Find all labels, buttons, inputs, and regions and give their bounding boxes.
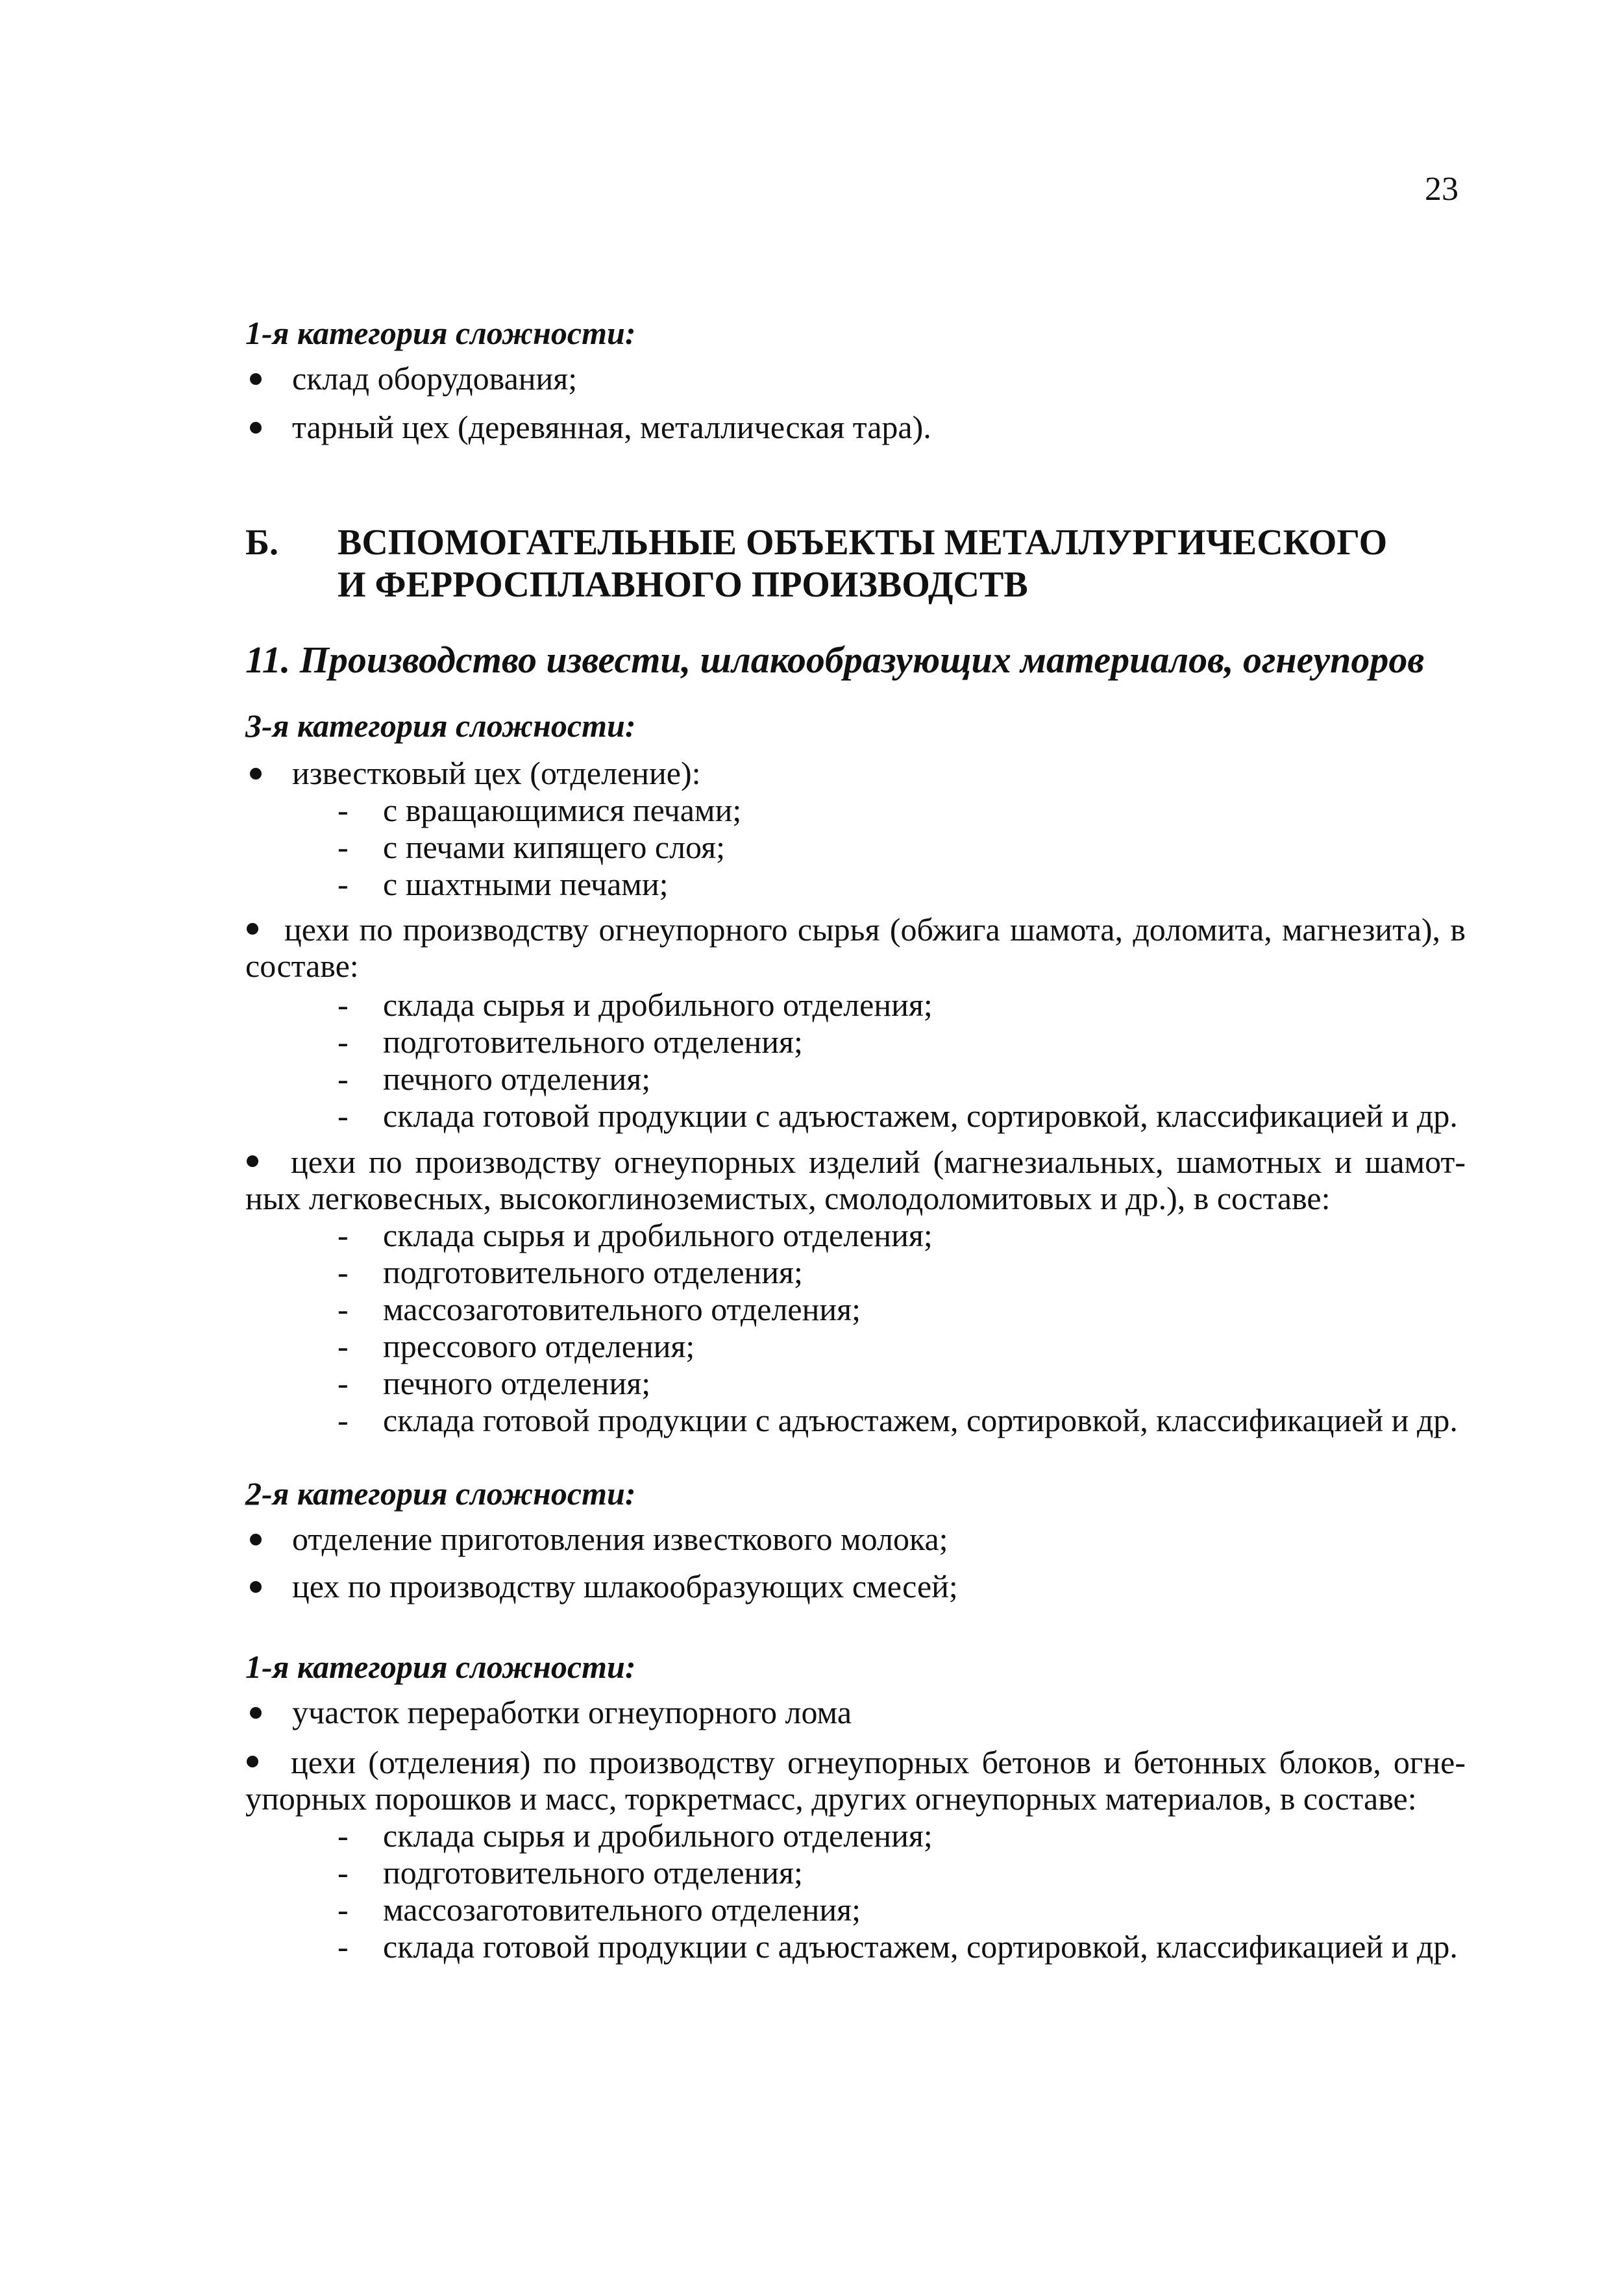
list-item-line: цехи (отделения) по производству огнеупорных бетонов и бетонных блоков, огне- [291, 1744, 1466, 1780]
sub-list-item: массозаготовительного отделения; [383, 1291, 861, 1327]
sub-list-item: склада сырья и дробильного отделения; [383, 1217, 933, 1253]
list-item: известковый цех (отделение): [292, 755, 701, 791]
bullet-icon [247, 1756, 258, 1767]
sub-list-item: прессового отделения; [383, 1328, 695, 1364]
section-title: ВСПОМОГАТЕЛЬНЫЕ ОБЪЕКТЫ МЕТАЛЛУРГИЧЕСКОГО [338, 522, 1388, 563]
list-item-line: ных легковесных, высокоглиноземистых, смолодоломитовых и др.), в составе: [245, 1180, 1331, 1216]
sub-list-item: склада готовой продукции с адъюстажем, сортировкой, классификацией и др. [383, 1928, 1458, 1965]
dash-marker: - [338, 866, 349, 902]
sub-list-item: печного отделения; [383, 1365, 651, 1401]
list-item: участок переработки огнеупорного лома [292, 1694, 852, 1730]
bullet-icon [250, 1707, 262, 1719]
bullet-icon [247, 1155, 258, 1167]
subsection-title: 11. Производство извести, шлакообразующих материалов, огнеупоров [245, 639, 1425, 681]
list-item: цех по производству шлакообразующих смесей; [292, 1568, 958, 1604]
dash-marker: - [338, 1254, 349, 1290]
sub-list-item: подготовительного отделения; [383, 1854, 803, 1891]
sub-list-item: печного отделения; [383, 1061, 651, 1097]
list-item-line: цехи по производству огнеупорных изделий (магнезиальных, шамотных и шамот- [291, 1144, 1466, 1180]
dash-marker: - [338, 1402, 349, 1438]
dash-marker: - [338, 1817, 349, 1854]
dash-marker: - [338, 1061, 349, 1097]
dash-marker: - [338, 1024, 349, 1060]
bullet-icon [247, 923, 258, 935]
bullet-icon [250, 768, 262, 780]
sub-list-item: склада сырья и дробильного отделения; [383, 987, 933, 1023]
category-heading: 1-я категория сложности: [245, 315, 636, 351]
sub-list-item: с шахтными печами; [383, 866, 669, 902]
section-title-line2: И ФЕРРОСПЛАВНОГО ПРОИЗВОДСТВ [338, 565, 1028, 605]
dash-marker: - [338, 1291, 349, 1327]
sub-list-item: склада сырья и дробильного отделения; [383, 1817, 933, 1854]
dash-marker: - [338, 1328, 349, 1364]
sub-list-item: массозаготовительного отделения; [383, 1891, 861, 1928]
category-heading: 2-я категория сложности: [245, 1475, 636, 1512]
dash-marker: - [338, 1217, 349, 1253]
sub-list-item: с печами кипящего слоя; [383, 829, 725, 865]
sub-list-item: с вращающимися печами; [383, 792, 742, 828]
sub-list-item: подготовительного отделения; [383, 1024, 803, 1060]
sub-list-item: склада готовой продукции с адъюстажем, сортировкой, классификацией и др. [383, 1402, 1458, 1438]
page-number: 23 [1425, 171, 1458, 208]
section-letter: Б. [245, 522, 279, 563]
list-item-line: составе: [245, 948, 359, 984]
category-heading: 1-я категория сложности: [245, 1649, 636, 1685]
dash-marker: - [338, 1854, 349, 1891]
dash-marker: - [338, 1365, 349, 1401]
bullet-icon [250, 422, 262, 434]
sub-list-item: склада готовой продукции с адъюстажем, сортировкой, классификацией и др. [383, 1098, 1458, 1134]
dash-marker: - [338, 987, 349, 1023]
category-heading: 3-я категория сложности: [245, 707, 636, 744]
bullet-icon [250, 1534, 262, 1545]
list-item-line: цехи по производству огнеупорного сырья (обжига шамота, доломита, магнезита), в [284, 911, 1466, 948]
dash-marker: - [338, 829, 349, 865]
list-item-line: упорных порошков и масс, торкретмасс, других огнеупорных материалов, в составе: [245, 1780, 1417, 1817]
sub-list-item: подготовительного отделения; [383, 1254, 803, 1290]
list-item: склад оборудования; [292, 360, 578, 397]
list-item: тарный цех (деревянная, металлическая тара). [292, 409, 931, 445]
dash-marker: - [338, 792, 349, 828]
list-item: отделение приготовления известкового молока; [292, 1521, 948, 1557]
dash-marker: - [338, 1098, 349, 1134]
dash-marker: - [338, 1928, 349, 1965]
dash-marker: - [338, 1891, 349, 1928]
bullet-icon [250, 1581, 262, 1593]
bullet-icon [250, 373, 262, 385]
